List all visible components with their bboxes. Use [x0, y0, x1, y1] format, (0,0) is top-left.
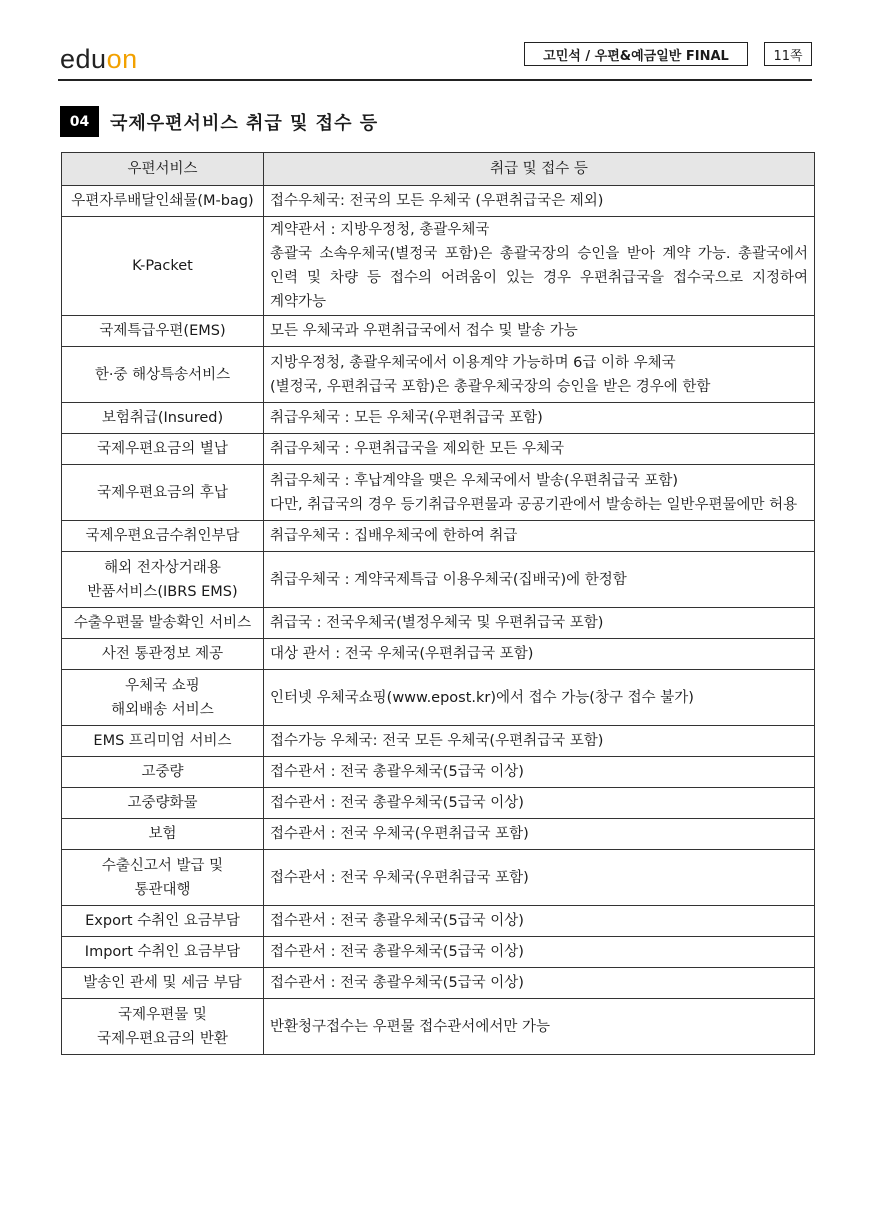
- service-name-line: 통관대행: [134, 881, 191, 898]
- service-name-cell: [62, 670, 264, 726]
- table-row: [62, 186, 815, 217]
- handling-info-line: 접수관서 : 전국 우체국(우편취급국 포함): [270, 869, 529, 886]
- table-row: [62, 347, 815, 403]
- handling-info-line: 접수우체국: 전국의 모든 우체국 (우편취급국은 제외): [270, 193, 604, 209]
- handling-info-line: (별정국, 우편취급국 포함)은 총괄우체국장의 승인을 받은 경우에 한함: [270, 378, 711, 395]
- service-name-line: 보험: [148, 826, 177, 842]
- service-name-line: 수출신고서 발급 및: [101, 857, 224, 874]
- handling-info-line: 접수관서 : 전국 총괄우체국(5급국 이상): [270, 795, 524, 811]
- table-header-row: [62, 153, 815, 186]
- table-row: [62, 788, 815, 819]
- service-name-cell: [62, 999, 264, 1055]
- handling-info-cell: [264, 403, 815, 434]
- handling-info-line: 취급우체국 : 집배우체국에 한하여 취급: [270, 528, 518, 544]
- table-row: [62, 968, 815, 999]
- handling-info-cell: [264, 757, 815, 788]
- service-name-line: 우체국 쇼핑: [125, 677, 200, 694]
- service-name-line: 수출우편물 발송확인 서비스: [73, 615, 252, 631]
- handling-info-cell: [264, 726, 815, 757]
- service-name-line: Import 수취인 요금부담: [84, 944, 241, 960]
- service-name-cell: [62, 434, 264, 465]
- handling-info-line: 취급우체국 : 계약국제특급 이용우체국(집배국)에 한정함: [270, 571, 627, 588]
- table-row: [62, 639, 815, 670]
- eduon-logo: [60, 44, 138, 75]
- handling-info-cell: [264, 316, 815, 347]
- handling-info-cell: [264, 521, 815, 552]
- table-row: [62, 850, 815, 906]
- handling-info-line: 접수가능 우체국: 전국 모든 우체국(우편취급국 포함): [270, 733, 604, 749]
- table-row: [62, 552, 815, 608]
- handling-info-cell: [264, 347, 815, 403]
- service-name-cell: [62, 552, 264, 608]
- handling-info-cell: [264, 850, 815, 906]
- handling-info-cell: [264, 186, 815, 217]
- course-title-box: 고민석 / 우편&예금일반 FINAL: [524, 42, 748, 66]
- service-name-line: 국제우편요금수취인부담: [85, 528, 240, 544]
- service-name-cell: [62, 521, 264, 552]
- service-name-line: 국제특급우편(EMS): [99, 323, 226, 339]
- service-name-cell: [62, 788, 264, 819]
- handling-info-line: 인터넷 우체국쇼핑(www.epost.kr)에서 접수 가능(창구 접수 불가): [270, 689, 694, 706]
- service-name-cell: [62, 819, 264, 850]
- handling-info-line: 모든 우체국과 우편취급국에서 접수 및 발송 가능: [270, 323, 578, 339]
- table-row: [62, 521, 815, 552]
- service-name-line: 발송인 관세 및 세금 부담: [83, 975, 242, 991]
- handling-info-cell: [264, 968, 815, 999]
- table-row: [62, 757, 815, 788]
- service-name-line: 반품서비스(IBRS EMS): [87, 583, 238, 600]
- handling-info-line: 취급국 : 전국우체국(별정우체국 및 우편취급국 포함): [270, 615, 604, 631]
- service-name-cell: [62, 403, 264, 434]
- service-name-line: Export 수취인 요금부담: [85, 913, 240, 929]
- handling-info-cell: [264, 552, 815, 608]
- handling-info-line: 계약관서 : 지방우정청, 총괄우체국: [270, 222, 490, 238]
- service-table: [61, 152, 815, 1055]
- service-name-cell: [62, 726, 264, 757]
- table-row: [62, 726, 815, 757]
- service-name-cell: [62, 850, 264, 906]
- service-name-cell: [62, 639, 264, 670]
- table-row: [62, 670, 815, 726]
- handling-info-line: 총괄국 소속우체국(별정국 포함)은 총괄국장의 승인을 받아 계약 가능. 총괄국에서 인력 및 차량 등 접수의 어려움이 있는 경우 우편취급국을 접수국으로 지정하여 계약가능: [270, 246, 808, 310]
- table-row: [62, 999, 815, 1055]
- handling-info-line: 접수관서 : 전국 총괄우체국(5급국 이상): [270, 975, 524, 991]
- service-name-line: 우편자루배달인쇄물(M-bag): [71, 193, 254, 209]
- service-name-line: 국제우편요금의 후납: [97, 484, 228, 501]
- handling-info-line: 취급우체국 : 우편취급국을 제외한 모든 우체국: [270, 441, 565, 457]
- header-divider: [58, 79, 812, 81]
- service-name-cell: [62, 937, 264, 968]
- handling-info-line: 대상 관서 : 전국 우체국(우편취급국 포함): [270, 646, 534, 662]
- service-name-cell: [62, 316, 264, 347]
- handling-info-line: 접수관서 : 전국 총괄우체국(5급국 이상): [270, 944, 524, 960]
- service-name-cell: [62, 186, 264, 217]
- handling-info-cell: [264, 670, 815, 726]
- handling-info-line: 반환청구접수는 우편물 접수관서에서만 가능: [270, 1018, 550, 1035]
- handling-info-cell: [264, 608, 815, 639]
- logo-text: edu: [60, 44, 107, 74]
- handling-info-cell: [264, 819, 815, 850]
- section-title: 국제우편서비스 취급 및 접수 등: [110, 113, 379, 134]
- handling-info-cell: [264, 465, 815, 521]
- service-name-line: K-Packet: [132, 258, 193, 274]
- handling-info-cell: [264, 906, 815, 937]
- handling-info-cell: [264, 217, 815, 316]
- service-name-cell: [62, 347, 264, 403]
- service-name-line: 고중량: [141, 764, 184, 780]
- service-name-cell: [62, 968, 264, 999]
- table-row: [62, 434, 815, 465]
- service-name-cell: [62, 465, 264, 521]
- table-row: [62, 608, 815, 639]
- handling-info-line: 지방우정청, 총괄우체국에서 이용계약 가능하며 6급 이하 우체국: [270, 354, 676, 371]
- handling-info-line: 취급우체국 : 모든 우체국(우편취급국 포함): [270, 410, 543, 426]
- table-row: [62, 316, 815, 347]
- service-name-cell: [62, 608, 264, 639]
- service-name-line: 해외배송 서비스: [111, 701, 214, 718]
- column-header-service: 우편서비스: [62, 153, 264, 186]
- service-name-line: 해외 전자상거래용: [104, 559, 221, 576]
- section-number-badge: 04: [60, 106, 99, 137]
- table-row: [62, 465, 815, 521]
- table-row: [62, 906, 815, 937]
- service-name-line: 한·중 해상특송서비스: [94, 366, 231, 383]
- table-row: [62, 937, 815, 968]
- service-name-line: 국제우편물 및: [118, 1006, 207, 1023]
- handling-info-cell: [264, 999, 815, 1055]
- handling-info-line: 다만, 취급국의 경우 등기취급우편물과 공공기관에서 발송하는 일반우편물에만 허용: [270, 496, 798, 513]
- service-name-line: EMS 프리미엄 서비스: [93, 733, 232, 749]
- handling-info-cell: [264, 937, 815, 968]
- handling-info-line: 접수관서 : 전국 총괄우체국(5급국 이상): [270, 913, 524, 929]
- handling-info-cell: [264, 639, 815, 670]
- service-name-cell: [62, 217, 264, 316]
- handling-info-line: 접수관서 : 전국 우체국(우편취급국 포함): [270, 826, 529, 842]
- service-name-cell: [62, 906, 264, 937]
- handling-info-cell: [264, 788, 815, 819]
- service-name-line: 사전 통관정보 제공: [101, 646, 224, 662]
- column-header-handling: 취급 및 접수 등: [264, 153, 815, 186]
- page-number-box: 11쪽: [764, 42, 812, 66]
- service-name-line: 고중량화물: [127, 795, 198, 811]
- handling-info-cell: [264, 434, 815, 465]
- service-name-cell: [62, 757, 264, 788]
- service-name-line: 보험취급(Insured): [101, 410, 224, 426]
- service-name-line: 국제우편요금의 별납: [97, 441, 228, 457]
- table-row: [62, 819, 815, 850]
- service-name-line: 국제우편요금의 반환: [97, 1030, 228, 1047]
- logo-accent-text: on: [106, 44, 138, 74]
- table-row: [62, 403, 815, 434]
- table-row: [62, 217, 815, 316]
- handling-info-line: 접수관서 : 전국 총괄우체국(5급국 이상): [270, 764, 524, 780]
- handling-info-line: 취급우체국 : 후납계약을 맺은 우체국에서 발송(우편취급국 포함): [270, 472, 679, 489]
